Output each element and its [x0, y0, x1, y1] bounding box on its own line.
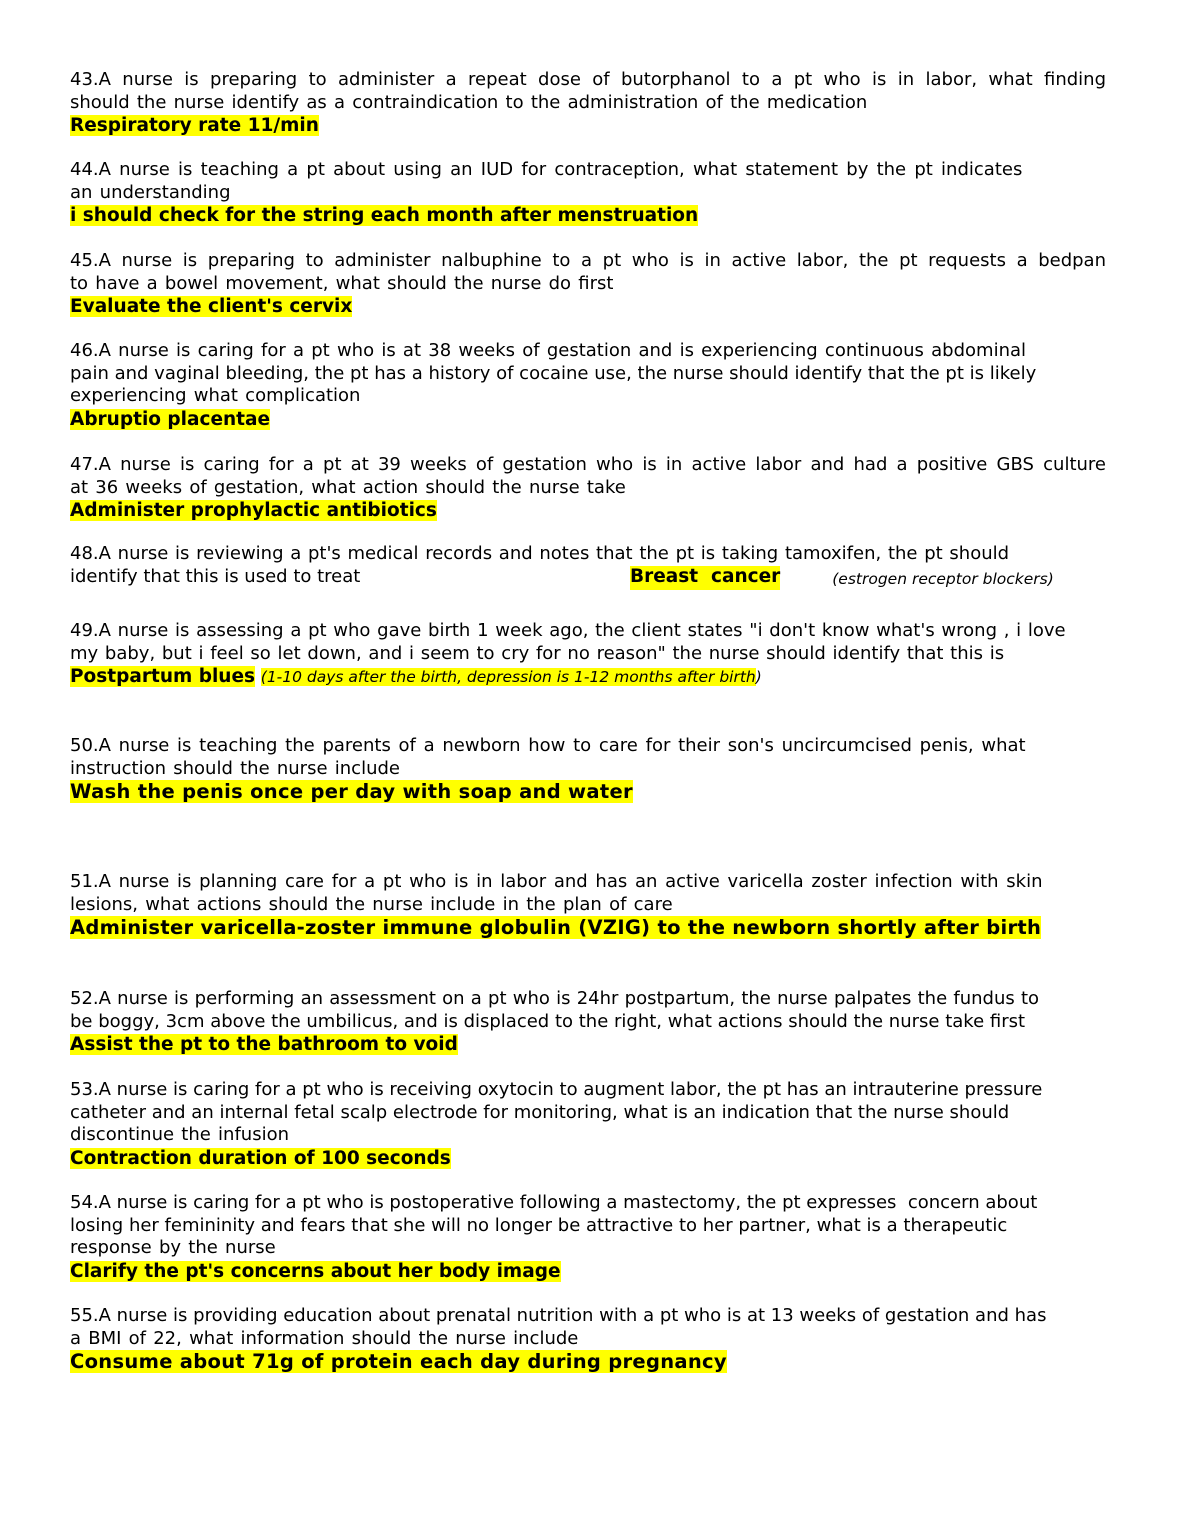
answer-highlight: Postpartum blues	[70, 666, 256, 687]
question-text-line: 50.A nurse is teaching the parents of a newborn how to care for their son's uncircumcised penis, what	[70, 735, 1026, 756]
question-text-line: at 36 weeks of gestation, what action should the nurse take	[70, 476, 626, 498]
question-52	[70, 988, 1106, 1057]
answer-highlight: Contraction duration of 100 seconds	[70, 1147, 451, 1169]
question-46	[70, 340, 1106, 431]
question-text-line: 55.A nurse is providing education about prenatal nutrition with a pt who is at 13 weeks of gestation and has	[70, 1305, 1047, 1326]
question-44	[70, 159, 1106, 228]
question-53	[70, 1079, 1082, 1170]
question-text-line: 45.A nurse is preparing to administer nalbuphine to a pt who is in active labor, the pt requests a bedpan	[70, 250, 1106, 271]
question-text-line: response by the nurse	[70, 1237, 276, 1258]
answer-highlight: Administer varicella-zoster immune globulin (VZIG) to the newborn shortly after birth	[70, 916, 1042, 939]
question-48	[70, 543, 1106, 590]
question-text-line: instruction should the nurse include	[70, 757, 400, 779]
question-54	[70, 1192, 1074, 1283]
answer-highlight: Breast cancer	[630, 566, 780, 591]
question-49	[70, 620, 1102, 689]
answer-highlight: Administer prophylactic antibiotics	[70, 500, 437, 521]
question-text-line: identify that this is used to treat	[70, 565, 361, 587]
question-text-line: losing her femininity and fears that she will no longer be attractive to her partner, what is a therapeutic	[70, 1214, 1008, 1236]
question-text-line: 43.A nurse is preparing to administer a repeat dose of butorphanol to a pt who is in labor, what finding	[70, 69, 1106, 90]
question-43	[70, 69, 1106, 138]
question-text-line: catheter and an internal fetal scalp electrode for monitoring, what is an indication that the nurse should	[70, 1101, 1010, 1123]
answer-highlight: Wash the penis once per day with soap and water	[70, 780, 633, 803]
answer-highlight: Consume about 71g of protein each day during pregnancy	[70, 1350, 727, 1373]
answer-highlight: i should check for the string each month after menstruation	[70, 205, 699, 226]
question-45	[70, 250, 1106, 319]
question-51	[70, 871, 1106, 941]
question-text-line: 49.A nurse is assessing a pt who gave birth 1 week ago, the client states "i don't know what's wrong , i love	[70, 620, 1066, 641]
answer-highlight: Respiratory rate 11/min	[70, 115, 319, 136]
question-text-line: 53.A nurse is caring for a pt who is receiving oxytocin to augment labor, the pt has an intrauterine pressure	[70, 1079, 1043, 1100]
question-text-line: 47.A nurse is caring for a pt at 39 weeks of gestation who is in active labor and had a positive GBS culture	[70, 454, 1106, 475]
question-text-line: a BMI of 22, what information should the nurse include	[70, 1327, 579, 1349]
question-50	[70, 735, 1106, 805]
question-text-line: 51.A nurse is planning care for a pt who is in labor and has an active varicella zoster infection with skin	[70, 871, 1043, 892]
answer-highlight: Assist the pt to the bathroom to void	[70, 1034, 458, 1055]
question-text-line: 46.A nurse is caring for a pt who is at 38 weeks of gestation and is experiencing continuous abdominal	[70, 340, 1027, 361]
question-text-line: an understanding	[70, 181, 231, 203]
question-text-line: 54.A nurse is caring for a pt who is postoperative following a mastectomy, the pt expresses concern about	[70, 1192, 1038, 1213]
question-text-line: be boggy, 3cm above the umbilicus, and is displaced to the right, what actions should the nurse take first	[70, 1010, 1026, 1032]
answer-highlight: Clarify the pt's concerns about her body image	[70, 1260, 561, 1282]
question-text-line: to have a bowel movement, what should the nurse do first	[70, 272, 614, 294]
question-text-line: should the nurse identify as a contraindication to the administration of the medication	[70, 91, 868, 113]
question-text-line: 52.A nurse is performing an assessment on a pt who is 24hr postpartum, the nurse palpates the fundus to	[70, 988, 1040, 1009]
question-text-line: lesions, what actions should the nurse include in the plan of care	[70, 893, 673, 915]
question-text-line: pain and vaginal bleeding, the pt has a history of cocaine use, the nurse should identify that the pt is likely	[70, 362, 1037, 384]
question-text-line: experiencing what complication	[70, 385, 361, 406]
question-text-line: 48.A nurse is reviewing a pt's medical records and notes that the pt is taking tamoxifen, the pt should	[70, 543, 1010, 564]
question-text-line: my baby, but i feel so let down, and i seem to cry for no reason" the nurse should identify that this is	[70, 642, 1005, 664]
answer-highlight: Evaluate the client's cervix	[70, 296, 353, 317]
answer-note: (estrogen receptor blockers)	[832, 569, 1054, 588]
answer-note: (1-10 days after the birth, depression is 1-12 months after birth	[260, 668, 756, 686]
question-text-line: 44.A nurse is teaching a pt about using an IUD for contraception, what statement by the pt indicates	[70, 159, 1023, 180]
answer-note-end: )	[755, 668, 762, 686]
question-47	[70, 454, 1106, 523]
question-text-line: discontinue the infusion	[70, 1124, 290, 1145]
answer-highlight: Abruptio placentae	[70, 408, 271, 430]
question-55	[70, 1305, 1102, 1375]
